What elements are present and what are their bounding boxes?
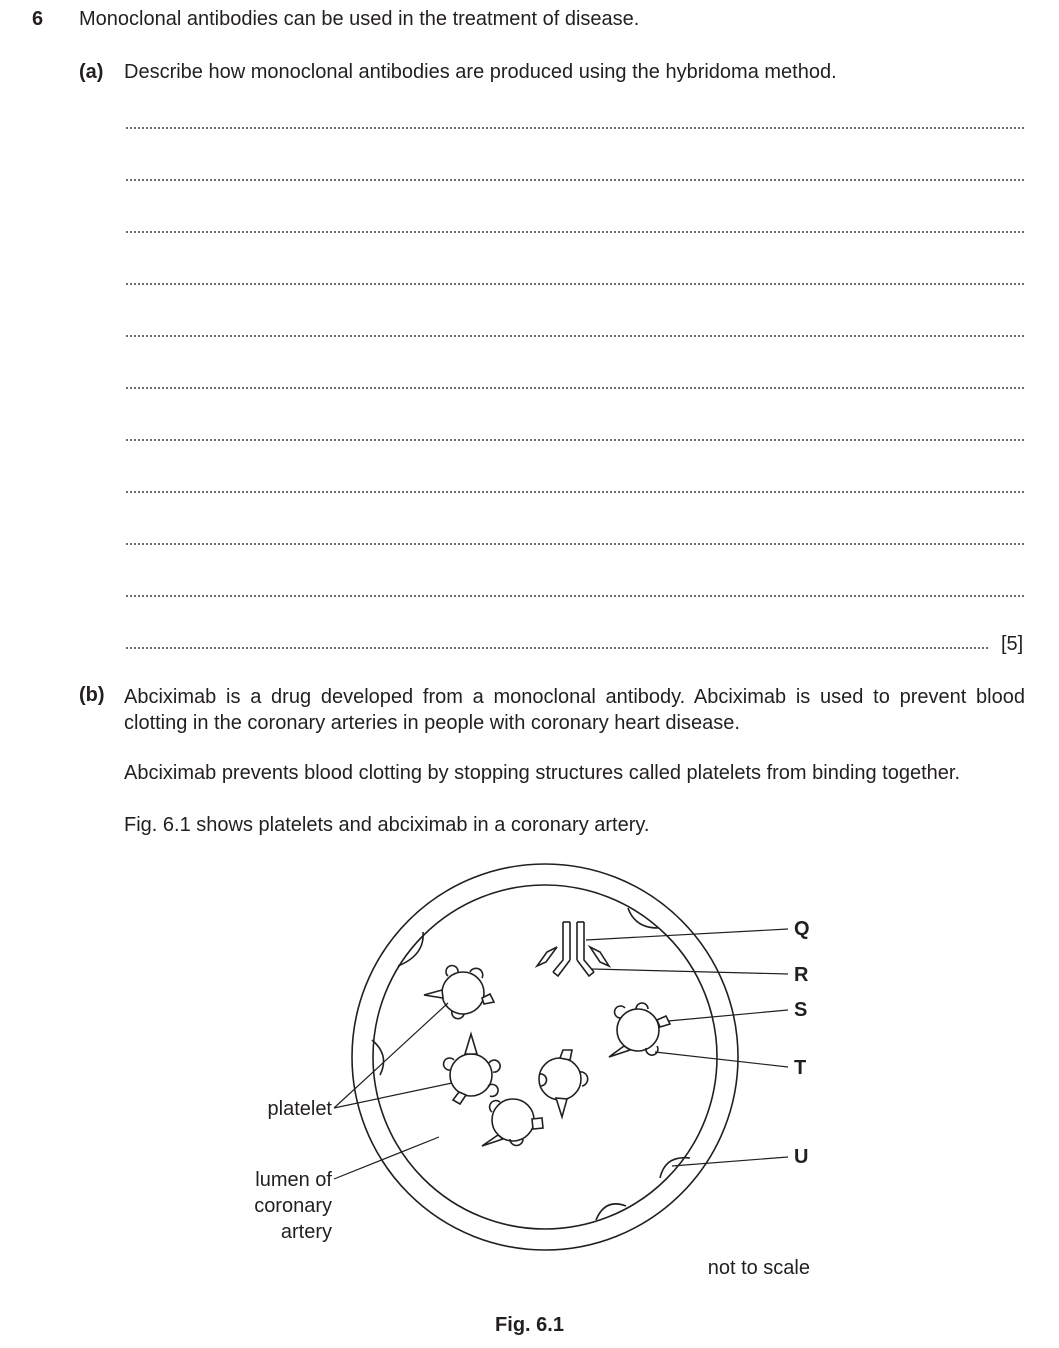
scale-note: not to scale bbox=[707, 1257, 810, 1279]
platelet bbox=[424, 966, 494, 1019]
platelet bbox=[609, 1003, 670, 1057]
label-u: U bbox=[794, 1146, 809, 1168]
abciximab-antibody bbox=[537, 922, 609, 976]
part-b-paragraph-3: Fig. 6.1 shows platelets and abciximab in a coronary artery. bbox=[124, 814, 650, 836]
wall-receptor-u bbox=[660, 1158, 690, 1178]
leader-r bbox=[592, 969, 788, 974]
leader-t bbox=[655, 1052, 788, 1067]
label-r: R bbox=[794, 964, 809, 986]
leader-lumen bbox=[334, 1137, 439, 1179]
part-b-label: (b) bbox=[79, 684, 105, 706]
label-lumen-3: artery bbox=[280, 1221, 332, 1243]
leader-platelet bbox=[334, 1003, 448, 1108]
part-b-paragraph-2: Abciximab prevents blood clotting by stopping structures called platelets from binding together. bbox=[124, 762, 961, 784]
figure-caption: Fig. 6.1 bbox=[495, 1314, 564, 1336]
label-s: S bbox=[794, 999, 808, 1021]
part-a-label: (a) bbox=[79, 61, 104, 83]
leader-q bbox=[586, 929, 788, 940]
label-q: Q bbox=[794, 918, 810, 940]
part-a-question: Describe how monoclonal antibodies are produced using the hybridoma method. bbox=[124, 61, 837, 83]
platelet bbox=[539, 1050, 588, 1117]
label-t: T bbox=[794, 1057, 807, 1079]
leader-s bbox=[668, 1010, 788, 1021]
label-lumen-1: lumen of bbox=[255, 1169, 332, 1191]
wall-receptor bbox=[628, 908, 658, 928]
leader-platelet bbox=[334, 1083, 452, 1108]
marks-allocation: [5] bbox=[1001, 633, 1024, 655]
question-number: 6 bbox=[32, 8, 44, 30]
platelet bbox=[444, 1034, 501, 1104]
label-lumen-2: coronary bbox=[254, 1195, 332, 1217]
artery-outer-wall bbox=[352, 864, 738, 1250]
label-platelet: platelet bbox=[267, 1098, 332, 1120]
platelet bbox=[482, 1099, 543, 1146]
part-b-paragraph-1: Abciximab is a drug developed from a monoclonal antibody. Abciximab is used to prevent blood clotting in the coronary arteries in people with coronary heart disease. bbox=[124, 686, 1025, 734]
artery-inner-wall bbox=[373, 885, 717, 1229]
question-stem: Monoclonal antibodies can be used in the treatment of disease. bbox=[79, 8, 640, 30]
